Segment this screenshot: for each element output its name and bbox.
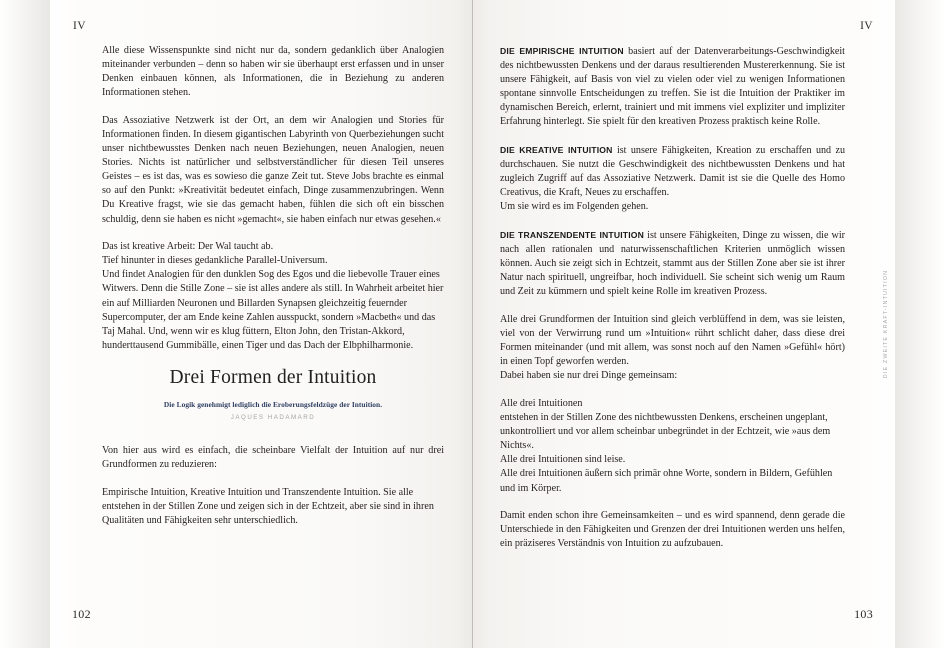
paragraph-text: Alle drei Intuitionen entstehen in der Stillen Zone des nichtbewussten Denkens, erscheinen ungeplant, unkontrolliert und vor allem scheinbar unbegründet in der Echtzeit, wie »aus dem Nichts«. Alle drei Intuitionen sind leise. Alle drei Intuitionen äußern sich primär ohne Worte, sondern in Bildern, Gefühlen und im Körper. xyxy=(500,397,833,494)
paragraph xyxy=(500,143,845,214)
left-page-chapter-marker: IV xyxy=(73,20,86,32)
right-page xyxy=(472,0,895,648)
chapter-epigraph: Die Logik genehmigt lediglich die Eroberungsfeldzüge der Intuition. xyxy=(163,400,383,410)
paragraph: Von hier aus wird es einfach, die scheinbare Vielfalt der Intuition auf nur drei Grundformen zu reduzieren: xyxy=(102,445,444,471)
paragraph-text: basiert auf der Datenverarbeitungs-Geschwindigkeit des nichtbewussten Denkens und der daraus resultierenden Mustererkennung. Sie ist unsere Fähigkeit, auf Basis von viel zu vielen oder viel zu wenigen Informationen spontane sinnvolle Entscheidungen zu treffen. Sie ist die Intuition der Praktiker im dynamischen Bereich, erlernt, trainiert und mit immens viel expliziter und impliziter Erfahrung hinterlegt. Sie spielt für den kreativen Prozess praktisch keine Rolle. xyxy=(500,46,845,128)
paragraph-lead-in: DIE KREATIVE INTUITION xyxy=(500,145,613,156)
backdrop-right-shadow xyxy=(887,0,945,648)
right-page-text-column xyxy=(500,44,845,551)
chapter-epigraph-attribution: JAQUES HADAMARD xyxy=(230,414,316,422)
paragraph-text: ist unsere Fähigkeiten, Dinge zu wissen, die wir nach allen rationalen und naturwissenschaftlichen Kriterien unmöglich wissen können. Auch sie zeigt sich in Echtzeit, stammt aus der Stillen Zone aber sie ist ihrer Natur nach spirituell, ungreifbar, hoch individuell. Sie scheint sich wenig um Raum und Zeit zu kümmern und spielt keine Rolle im kreativen Prozess. xyxy=(500,230,845,298)
paragraph xyxy=(500,397,845,496)
paragraph-lead-in: DIE EMPIRISCHE INTUITION xyxy=(500,46,624,56)
left-page xyxy=(50,0,472,648)
right-page-chapter-marker: IV xyxy=(860,20,873,32)
right-page-number: 103 xyxy=(854,607,873,621)
open-book xyxy=(50,0,895,648)
paragraph-text: Alle drei Grundformen der Intuition sind gleich verblüffend in dem, was sie leisten, viel von der Verwirrung rund um »Intuition« rührt schlicht daher, dass diese drei Formen miteinander (und mit allem, was sonst noch auf den Namen »Gefühl« hört) in einen Topf geworfen werden. Dabei haben sie nur drei Dinge gemeinsam: xyxy=(500,314,845,382)
chapter-heading-block xyxy=(102,366,444,421)
paragraph xyxy=(500,313,845,383)
book-gutter xyxy=(472,0,473,648)
paragraph-text: ist unsere Fähigkeiten, Kreation zu erschaffen und zu durchschauen. Sie nutzt die Geschwindigkeit des nichtbewussten Denkens und hat zugleich Zugriff auf das Assoziative Netzwerk. Damit ist sie die Quelle des Homo Creativus, die Kraft, Neues zu erschaffen. Um sie wird es im Folgenden gehen. xyxy=(500,145,845,213)
paragraph: Empirische Intuition, Kreative Intuition und Transzendente Intuition. Sie alle entstehen in der Stillen Zone und zeigen sich in der Echtzeit, aber sie sind in ihren Qualitäten und Fähigkeiten sehr unterschiedlich. xyxy=(102,487,434,527)
paragraph: Das Assoziative Netzwerk ist der Ort, an dem wir Analogien und Stories für Informationen finden. In diesem gigantischen Labyrinth von Querbeziehungen sucht unser nichtbewusstes Denken nach neuen Beziehungen, neuen Analogien, neuen Stories. Nichts ist natürlicher und selbstverständlicher für diesen Teil unseres Geistes – es ist das, was es sowieso die ganze Zeit tut. Steve Jobs brachte es einmal so auf den Punkt: »Kreativität bedeutet einfach, Dinge zusammenzubringen. Wenn Du Kreative fragst, wie sie das gemacht haben, fühlen die sich oft ein bisschen schuldig, denn sie haben es nicht »gemacht«, sie haben einfach nur etwas gesehen.« xyxy=(102,114,444,225)
chapter-title: Drei Formen der Intuition xyxy=(169,367,377,389)
paragraph-text: Damit enden schon ihre Gemeinsamkeiten – und es wird spannend, denn gerade die Unterschiede in den Fähigkeiten und Grenzen der drei Intuitionen werden uns helfen, ein präziseres Verständnis von Intuition zu aufzubauen. xyxy=(500,510,845,550)
left-page-number: 102 xyxy=(72,607,91,621)
vertical-running-head: DIE ZWEITE KRAFT-INTUITION xyxy=(883,269,889,379)
paragraph: Alle diese Wissenspunkte sind nicht nur da, sondern gedanklich über Analogien miteinander verbunden – denn so haben wir sie überhaupt erst erfassen und in unser Denken einbauen können, als Informationen, die in Beziehung zu anderen Informationen stehen. xyxy=(102,45,444,99)
paragraph xyxy=(500,228,845,299)
paragraph-lead-in: DIE TRANSZENDENTE INTUITION xyxy=(500,230,645,241)
paragraph: Das ist kreative Arbeit: Der Wal taucht ab. Tief hinunter in dieses gedankliche Parallel-Universum. Und findet Analogien für den dunklen Sog des Egos und die liebevolle Trauer eines Witwers. Denn die Stille Zone – sie ist alles andere als still. In Wahrheit arbeitet hier ein auf Milliarden Neuronen und Billarden Synapsen gleichzeitig feuernder Supercomputer, der am Ende keine Zahlen ausspuckt, sondern »Macbeth« und das Taj Mahal. Und, wenn wir es klug füttern, Elton John, den Tristan-Akkord, hunderttausend Gummibälle, einen Tiger und das Dach der Elbphilharmonie. xyxy=(102,241,444,351)
backdrop-left-shadow xyxy=(0,0,56,648)
paragraph xyxy=(500,44,845,130)
left-page-text-column xyxy=(102,44,444,528)
paragraph xyxy=(500,509,845,551)
